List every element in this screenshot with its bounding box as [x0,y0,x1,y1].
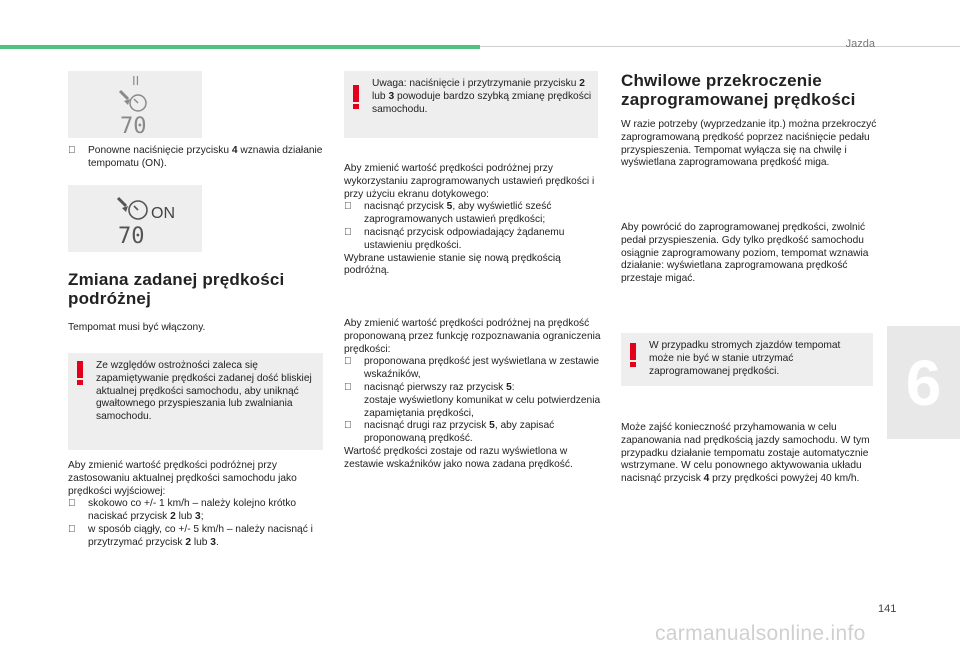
note-text: Ze względów ostrożności zaleca się zapamiętywanie prędkości zadanej dość bliskiej aktualnej prędkości samochodu, aby uniknąć gwałtownego przyspieszania lub zwalniania samochodu. [96,360,312,423]
list-item: nacisnąć pierwszy raz przycisk 5: zostaje wyświetlony komunikat w celu potwierdzenia zapamiętania prędkości, [344,382,602,420]
warning-note [68,353,323,450]
warning-note [621,333,873,386]
memory-paragraph [344,163,602,278]
intro-text: Tempomat musi być włączony. [68,322,206,333]
exclamation-icon [629,343,637,367]
display-paused-image [68,71,202,138]
top-divider [480,46,960,47]
sign-paragraph [344,318,602,472]
speedometer-icon [68,71,202,138]
note-text: Uwaga: naciśnięcie i przytrzymanie przycisku 2 lub 3 powoduje bardzo szybką zmianę prędkości samochodu. [372,78,592,115]
section-label: Jazda [845,38,875,50]
heading-change-speed: Zmiana zadanej prędkości podróżnej [68,270,285,308]
square-bullet-icon [68,145,82,158]
memory-intro: Aby zmienić wartość prędkości podróżnej przy wykorzystaniu zaprogramowanych ustawień prędkości i przy użyciu ekranu dotykowego: [344,163,595,200]
pause-symbol: II [132,73,140,88]
speedometer-icon [68,185,202,252]
square-bullet-icon [344,420,358,433]
square-bullet-icon [68,524,82,537]
note-text: W przypadku stromych zjazdów tempomat może nie być w stanie utrzymać zaprogramowanej prędkości. [649,340,841,377]
change-speed-intro: Aby zmienić wartość prędkości podróżnej przy zastosowaniu aktualnej prędkości samochodu jako prędkości wyjściowej: [68,460,297,497]
chapter-number: 6 [905,346,942,419]
list-item: w sposób ciągły, co +/- 5 km/h – należy nacisnąć i przytrzymać przycisk 2 lub 3. [68,524,330,550]
exclamation-icon [352,85,360,109]
list-item: skokowo co +/- 1 km/h – należy kolejno krótko naciskać przycisk 2 lub 3; [68,498,330,524]
watermark: carmanualsonline.info [655,622,866,645]
page-number: 141 [878,603,897,615]
warning-note [344,71,598,138]
memory-after: Wybrane ustawienie stanie się nową prędkością podróżną. [344,252,561,277]
exclamation-icon [76,361,84,385]
sign-intro: Aby zmienić wartość prędkości podróżnej na prędkość proponowaną przez funkcję rozpoznawania ograniczenia prędkości: [344,318,601,355]
resume-bullet: Ponowne naciśnięcie przycisku 4 wznawia działanie tempomatu (ON). [68,145,350,171]
chapter-tab [887,326,960,439]
heading-temporary-overspeed: Chwilowe przekroczenie zaprogramowanej prędkości [621,71,856,109]
square-bullet-icon [68,498,82,511]
list-item: nacisnąć drugi raz przycisk 5, aby zapisać proponowaną prędkość. [344,420,602,446]
top-accent-bar [0,45,480,49]
display-speed: 70 [120,114,147,138]
overspeed-paragraph-2: Aby powrócić do zaprogramowanej prędkości, zwolnić pedał przyspieszenia. Gdy tylko prędkość samochodu osiągnie zaprogramowany poziom, tempomat wznawia działanie: wyświetlana zaprogramowana prędkość przestaje migać. [621,222,869,285]
square-bullet-icon [344,382,358,395]
change-speed-paragraph [68,460,330,550]
square-bullet-icon [344,201,358,214]
display-speed: 70 [118,224,145,249]
square-bullet-icon [344,356,358,369]
list-item: nacisnąć przycisk 5, aby wyświetlić sześć zaprogramowanych ustawień prędkości; [344,201,602,227]
square-bullet-icon [344,227,358,240]
list-item: proponowana prędkość jest wyświetlana w zestawie wskaźników, [344,356,602,382]
sign-after: Wartość prędkości zostaje od razu wyświetlona w zestawie wskaźników jako nowa zadana prędkość. [344,445,573,470]
on-status: ON [151,205,175,222]
overspeed-paragraph-3: Może zajść konieczność przyhamowania w celu zapanowania nad prędkością jazdy samochodu. W tym przypadku działanie tempomatu zostaje automatycznie wstrzymane. W celu ponownego aktywowania układu nacisnąć przycisk 4 przy prędkości powyżej 40 km/h. [621,422,870,485]
list-item: nacisnąć przycisk odpowiadający żądanemu ustawieniu prędkości. [344,227,602,253]
display-on-image [68,185,202,252]
overspeed-paragraph-1: W razie potrzeby (wyprzedzanie itp.) można przekroczyć zaprogramowaną prędkość poprzez naciśnięcie pedału przyspieszenia. Tempomat wyłącza się na chwilę i wyświetlana zaprogramowana prędkość miga. [621,119,877,169]
